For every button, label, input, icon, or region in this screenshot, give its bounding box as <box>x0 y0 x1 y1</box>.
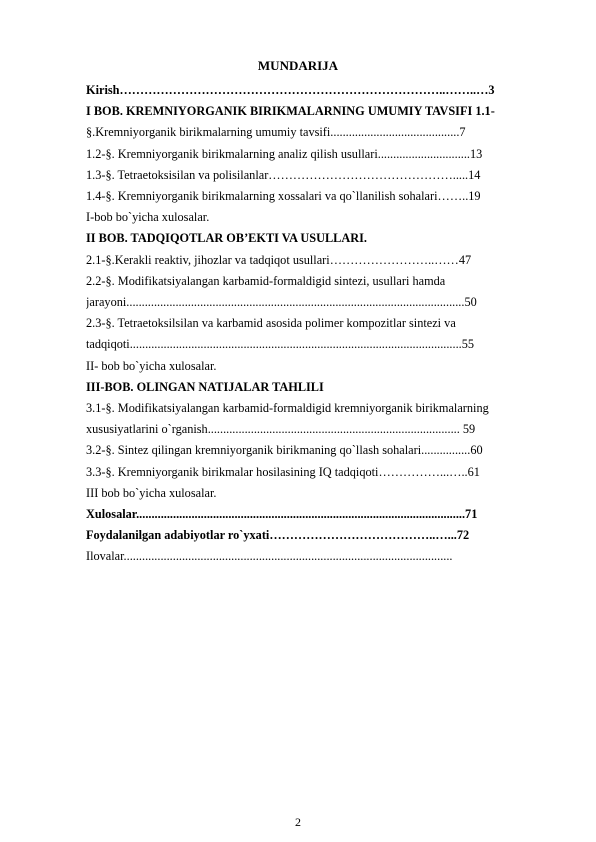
toc-entry: Xulosalar...........................................................................................................71 <box>86 507 478 522</box>
toc-entry: jarayoni..............................................................................................................50 <box>86 295 477 310</box>
toc-entry: tadqiqoti............................................................................................................55 <box>86 337 475 352</box>
toc-entry: II- bob bo`yicha xulosalar. <box>86 358 217 373</box>
toc-entry: 3.1-§. Modifikatsiyalangan karbamid-formaldigid kremniyorganik birikmalarning <box>86 401 489 416</box>
toc-entry: 1.4-§. Kremniyorganik birikmalarning xossalari va qo`llanilish sohalari……..19 <box>86 189 481 204</box>
toc-entry: III bob bo`yicha xulosalar. <box>86 485 217 500</box>
toc-entry: I-bob bo`yicha xulosalar. <box>86 210 210 225</box>
toc-entry: 1.2-§. Kremniyorganik birikmalarning analiz qilish usullari..............................13 <box>86 146 483 161</box>
toc-entry: Ilovalar........................................................................................................... <box>86 549 453 564</box>
toc-entry: 3.3-§. Kremniyorganik birikmalar hosilasining IQ tadqiqoti……………...…..61 <box>86 464 480 479</box>
toc-entry: 3.2-§. Sintez qilingan kremniyorganik birikmaning qo`llash sohalari................60 <box>86 443 483 458</box>
toc-entry: Kirish……………………………………………………………………..……..…3 <box>86 83 495 97</box>
toc-entry: Foydalanilgan adabiyotlar ro`yxati…………………………………..…...72 <box>86 528 470 543</box>
toc-entry: 2.2-§. Modifikatsiyalangan karbamid-formaldigid sintezi, usullari hamda <box>86 273 446 288</box>
toc-entry: III-BOB. OLINGAN NATIJALAR TAHLILI <box>86 379 324 394</box>
page-number: 2 <box>295 815 301 829</box>
toc-entry: 1.3-§. Tetraetoksisilan va polisilanlar……………………………………….....14 <box>86 167 481 182</box>
toc-entry: 2.1-§.Kerakli reaktiv, jihozlar va tadqiqot usullari……………………..……47 <box>86 252 472 267</box>
toc-entry: II BOB. TADQIQOTLAR OB’EKTI VA USULLARI. <box>86 231 367 246</box>
table-of-contents <box>86 80 548 568</box>
page-title: MUNDARIJA <box>257 58 339 73</box>
toc-entry: I BOB. KREMNIYORGANIK BIRIKMALARNING UMUMIY TAVSIFI 1.1- <box>86 104 495 119</box>
toc-entry: §.Kremniyorganik birikmalarning umumiy tavsifi..........................................7 <box>86 125 466 140</box>
toc-entry: xususiyatlarini o`rganish.................................................................................. 59 <box>86 422 476 437</box>
toc-entry: 2.3-§. Tetraetoksilsilan va karbamid asosida polimer kompozitlar sintezi va <box>86 316 456 331</box>
